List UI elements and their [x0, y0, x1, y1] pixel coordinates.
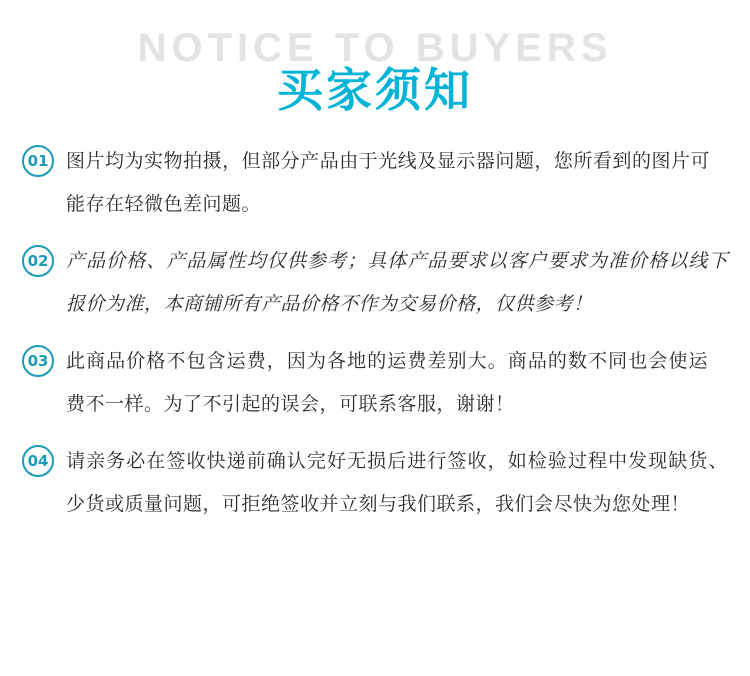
- notice-number-badge: 04: [22, 445, 54, 477]
- list-item: [22, 140, 728, 226]
- notice-text: 图片均为实物拍摄，但部分产品由于光线及显示器问题，您所看到的图片可能存在轻微色差问题。: [66, 150, 710, 215]
- page-title: 买家须知: [277, 63, 473, 117]
- notice-text: 此商品价格不包含运费，因为各地的运费差别大。商品的数不同也会使运费不一样。为了不引起的误会，可联系客服，谢谢！: [66, 350, 708, 415]
- notice-number-badge: 01: [22, 145, 54, 177]
- notice-number-badge: 02: [22, 245, 54, 277]
- watermark-title: NOTICE TO BUYERS: [137, 26, 613, 70]
- list-item: [22, 240, 728, 326]
- page-header: [0, 0, 750, 140]
- list-item: [22, 440, 728, 526]
- notice-text: 请亲务必在签收快递前确认完好无损后进行签收，如检验过程中发现缺货、少货或质量问题，可拒绝签收并立刻与我们联系，我们会尽快为您处理！: [66, 450, 728, 515]
- notice-text: 产品价格、产品属性均仅供参考；具体产品要求以客户要求为准价格以线下报价为准，本商铺所有产品价格不作为交易价格，仅供参考！: [66, 250, 728, 315]
- list-item: [22, 340, 728, 426]
- notice-number-badge: 03: [22, 345, 54, 377]
- notice-list: [0, 140, 750, 526]
